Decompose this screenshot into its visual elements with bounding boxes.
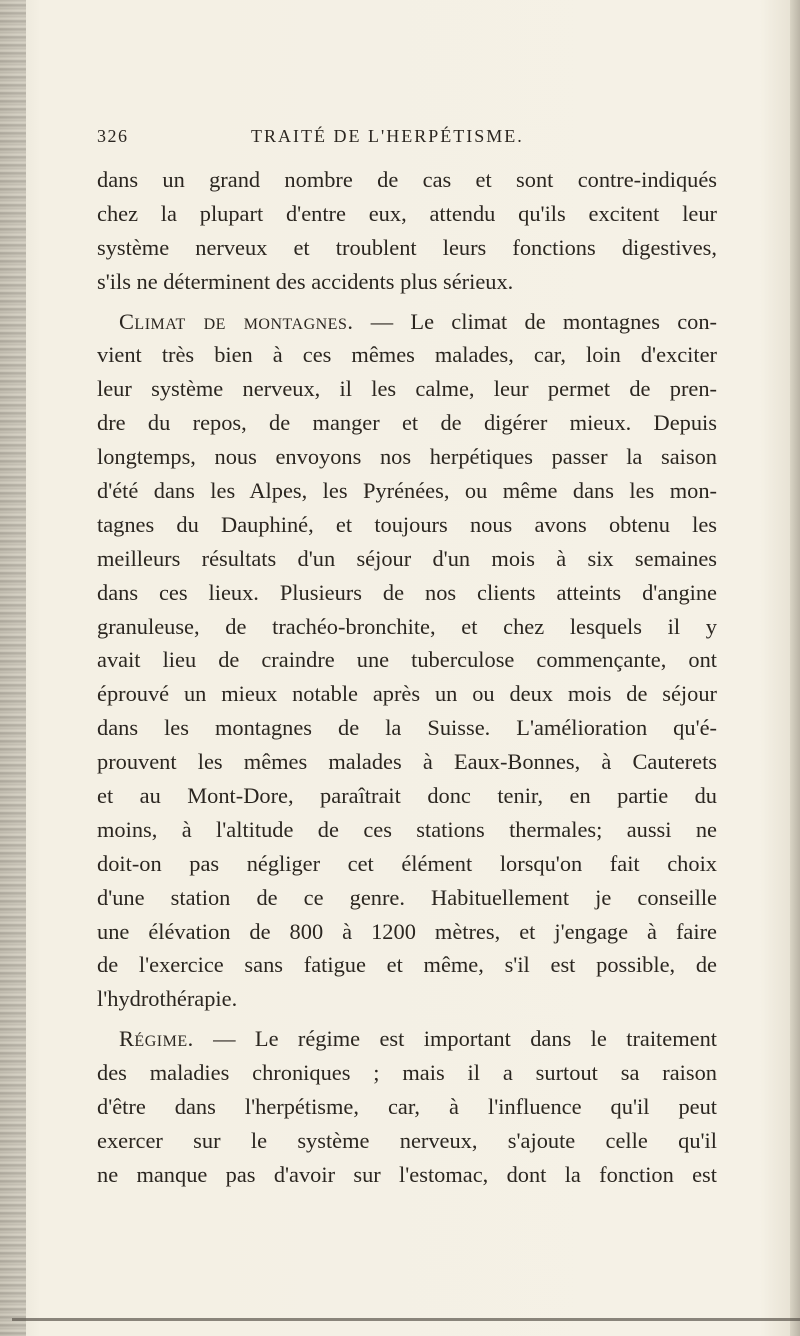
text-line: prouvent les mêmes malades à Eaux-Bonnes, à Cauterets xyxy=(97,749,717,775)
text-line: exercer sur le système nerveux, s'ajoute celle qu'il xyxy=(97,1127,717,1153)
text-line: dre du repos, de manger et de digérer mieux. Depuis xyxy=(97,410,717,436)
text-line: doit-on pas négliger cet élément lorsqu'on fait choix xyxy=(97,850,717,876)
page-bottom-edge xyxy=(12,1318,800,1321)
text-line: des maladies chroniques ; mais il a surtout sa raison xyxy=(97,1060,717,1086)
page-right-edge xyxy=(790,0,800,1336)
text-line: s'ils ne déterminent des accidents plus sérieux. xyxy=(97,268,514,294)
paragraph-regime xyxy=(97,1022,717,1191)
text-line: d'été dans les Alpes, les Pyrénées, ou même dans les mon- xyxy=(97,478,717,504)
text-run: — Le régime est important dans le traitement xyxy=(193,1026,717,1052)
text-line: d'être dans l'herpétisme, car, à l'influence qu'il peut xyxy=(97,1094,717,1120)
text-line: système nerveux et troublent leurs fonctions digestives, xyxy=(97,234,717,260)
text-line: dans les montagnes de la Suisse. L'amélioration qu'é- xyxy=(97,715,717,741)
page-number: 326 xyxy=(97,126,129,146)
text-line: chez la plupart d'entre eux, attendu qu'ils excitent leur xyxy=(97,200,717,226)
page-binding-edge xyxy=(0,0,26,1336)
section-heading-climat: Climat de montagnes. xyxy=(119,308,354,334)
text-line: longtemps, nous envoyons nos herpétiques passer la saison xyxy=(97,444,717,470)
running-header xyxy=(97,126,717,150)
text-line: d'une station de ce genre. Habituellement je conseille xyxy=(97,884,717,910)
text-line: une élévation de 800 à 1200 mètres, et j'engage à faire xyxy=(97,918,717,944)
paragraph-continuation xyxy=(97,163,717,299)
running-title: TRAITÉ DE L'HERPÉTISME. xyxy=(251,126,524,146)
text-line: granuleuse, de trachéo-bronchite, et chez lesquels il y xyxy=(97,613,717,639)
text-line: avait lieu de craindre une tuberculose commençante, ont xyxy=(97,647,717,673)
section-heading-regime: Régime. xyxy=(119,1026,194,1052)
text-line: éprouvé un mieux notable après un ou deux mois de séjour xyxy=(97,681,717,707)
text-line: ne manque pas d'avoir sur l'estomac, dont la fonction est xyxy=(97,1161,717,1187)
text-line: leur système nerveux, il les calme, leur permet de pren- xyxy=(97,376,717,402)
text-line: moins, à l'altitude de ces stations thermales; aussi ne xyxy=(97,816,717,842)
text-line: l'hydrothérapie. xyxy=(97,986,238,1012)
text-line: dans ces lieux. Plusieurs de nos clients atteints d'angine xyxy=(97,579,717,605)
text-line xyxy=(97,305,717,339)
text-line: tagnes du Dauphiné, et toujours nous avons obtenu les xyxy=(97,511,717,537)
text-line: vient très bien à ces mêmes malades, car, loin d'exciter xyxy=(97,342,717,368)
text-line: dans un grand nombre de cas et sont contre-indiqués xyxy=(97,167,717,192)
paragraph-climat xyxy=(97,305,717,1017)
text-line: de l'exercice sans fatigue et même, s'il est possible, de xyxy=(97,952,717,978)
body-text xyxy=(97,163,717,1192)
text-line xyxy=(97,1022,717,1056)
text-line: meilleurs résultats d'un séjour d'un mois à six semaines xyxy=(97,545,717,571)
text-line: et au Mont-Dore, paraîtrait donc tenir, en partie du xyxy=(97,783,717,809)
text-run: — Le climat de montagnes con- xyxy=(353,308,717,334)
